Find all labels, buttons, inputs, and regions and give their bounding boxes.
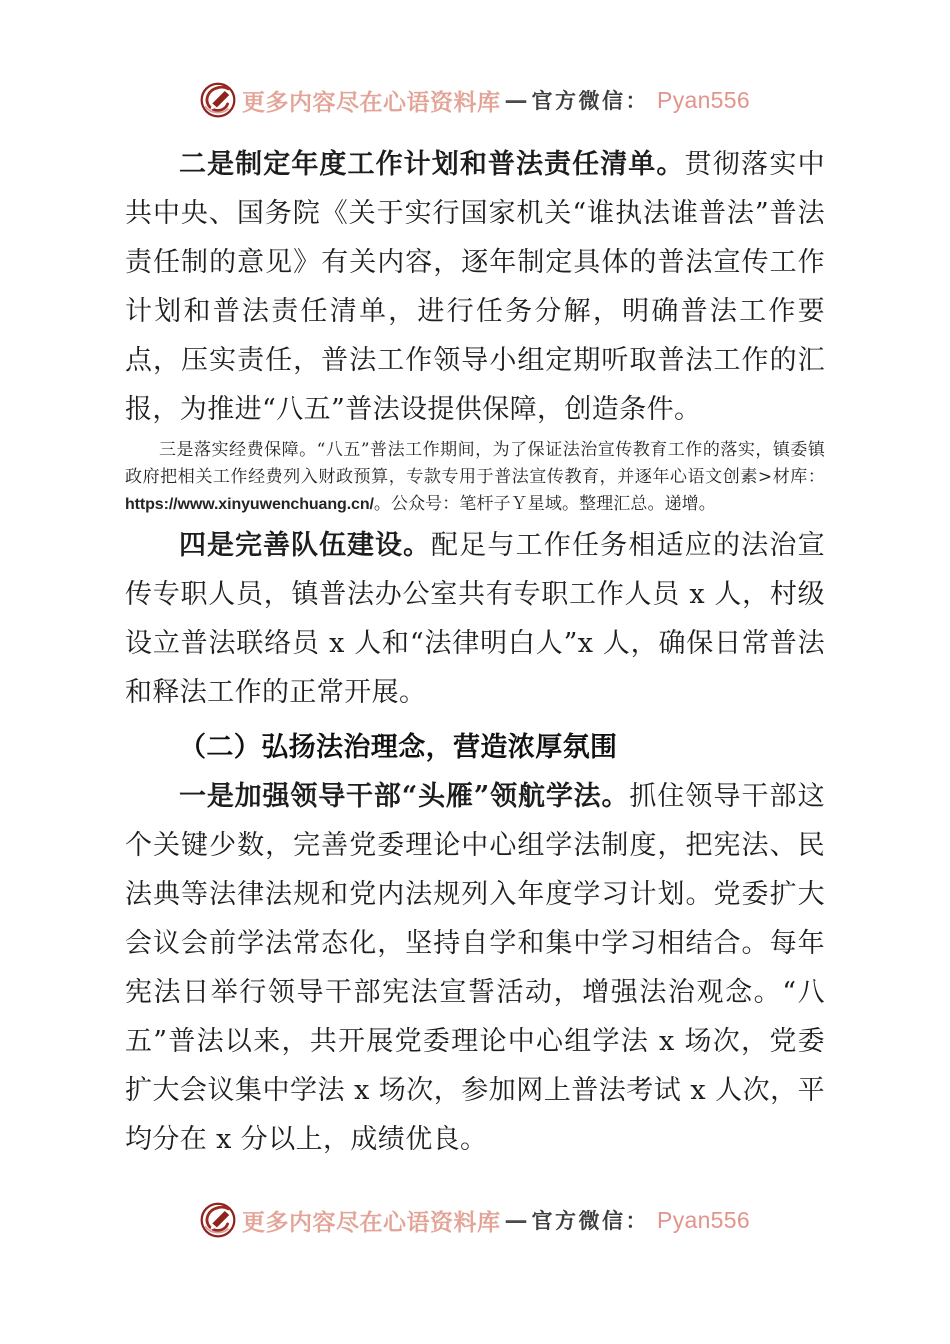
watermark-brand-text: 更多内容尽在心语资料库: [242, 1208, 501, 1236]
watermark-dash: —: [504, 86, 528, 114]
note-funding: [125, 437, 825, 518]
note-text-after-url: 。公众号：笔杆子Ｙ星域。整理汇总。递增。: [373, 494, 716, 514]
watermark-header: [0, 82, 950, 118]
paragraph-annual-plan: [125, 140, 825, 434]
document-body: [125, 140, 825, 1164]
paragraph-leading-cadres: [125, 772, 825, 1164]
paragraph-text-leading-cadres: 抓住领导干部这个关键少数，完善党委理论中心组学法制度，把宪法、民法典等法律法规和党内法规列入年度学习计划。党委扩大会议会前学法常态化，坚持自学和集中学习相结合。每年宪法日举行领导干部宪法宣誓活动，增强法治观念。“八五”普法以来，共开展党委理论中心组学法 x 场次，党委扩大会议集中学法 x 场次，参加网上普法考试 x 人次，平均分在 x 分以上，成绩优良。: [125, 781, 825, 1155]
paragraph-lead-annual-plan: 二是制定年度工作计划和普法责任清单。: [179, 149, 685, 180]
paragraph-text-annual-plan: 贯彻落实中共中央、国务院《关于实行国家机关“谁执法谁普法”普法责任制的意见》有关内容，逐年制定具体的普法宣传工作计划和普法责任清单，进行任务分解，明确普法工作要点，压实责任，普法工作领导小组定期听取普法工作的汇报，为推进“八五”普法设提供保障，创造条件。: [125, 149, 825, 425]
paragraph-lead-leading-cadres: 一是加强领导干部“头雁”领航学法。: [179, 781, 630, 812]
watermark-dash: —: [504, 1206, 528, 1234]
watermark-wechat-id: Pyan556: [657, 86, 750, 113]
section-heading-two: （二）弘扬法治理念，营造浓厚氛围: [179, 732, 618, 763]
note-source-url: https://www.xinyuwenchuang.cn/: [125, 496, 374, 513]
watermark-wechat-id: Pyan556: [657, 1206, 750, 1233]
note-text-before-url: 三是落实经费保障。“八五”普法工作期间，为了保证法治宣传教育工作的落实，镇委镇政府把相关工作经费列入财政预算，专款专用于普法宣传教育，并逐年心语文创素>材库：: [125, 440, 825, 487]
watermark-official-label: 官方微信：: [531, 88, 650, 113]
brush-swirl-logo-icon: [200, 82, 236, 118]
watermark-official-label: 官方微信：: [531, 1208, 650, 1233]
watermark-footer: [0, 1202, 950, 1238]
paragraph-team-building: [125, 521, 825, 717]
paragraph-text-team-building: 配足与工作任务相适应的法治宣传专职人员，镇普法办公室共有专职工作人员 x 人，村级设立普法联络员 x 人和“法律明白人”x 人，确保日常普法和释法工作的正常开展。: [125, 530, 825, 708]
watermark-brand-text: 更多内容尽在心语资料库: [242, 88, 501, 116]
brush-swirl-logo-icon: [200, 1202, 236, 1238]
paragraph-lead-team-building: 四是完善队伍建设。: [179, 530, 431, 561]
